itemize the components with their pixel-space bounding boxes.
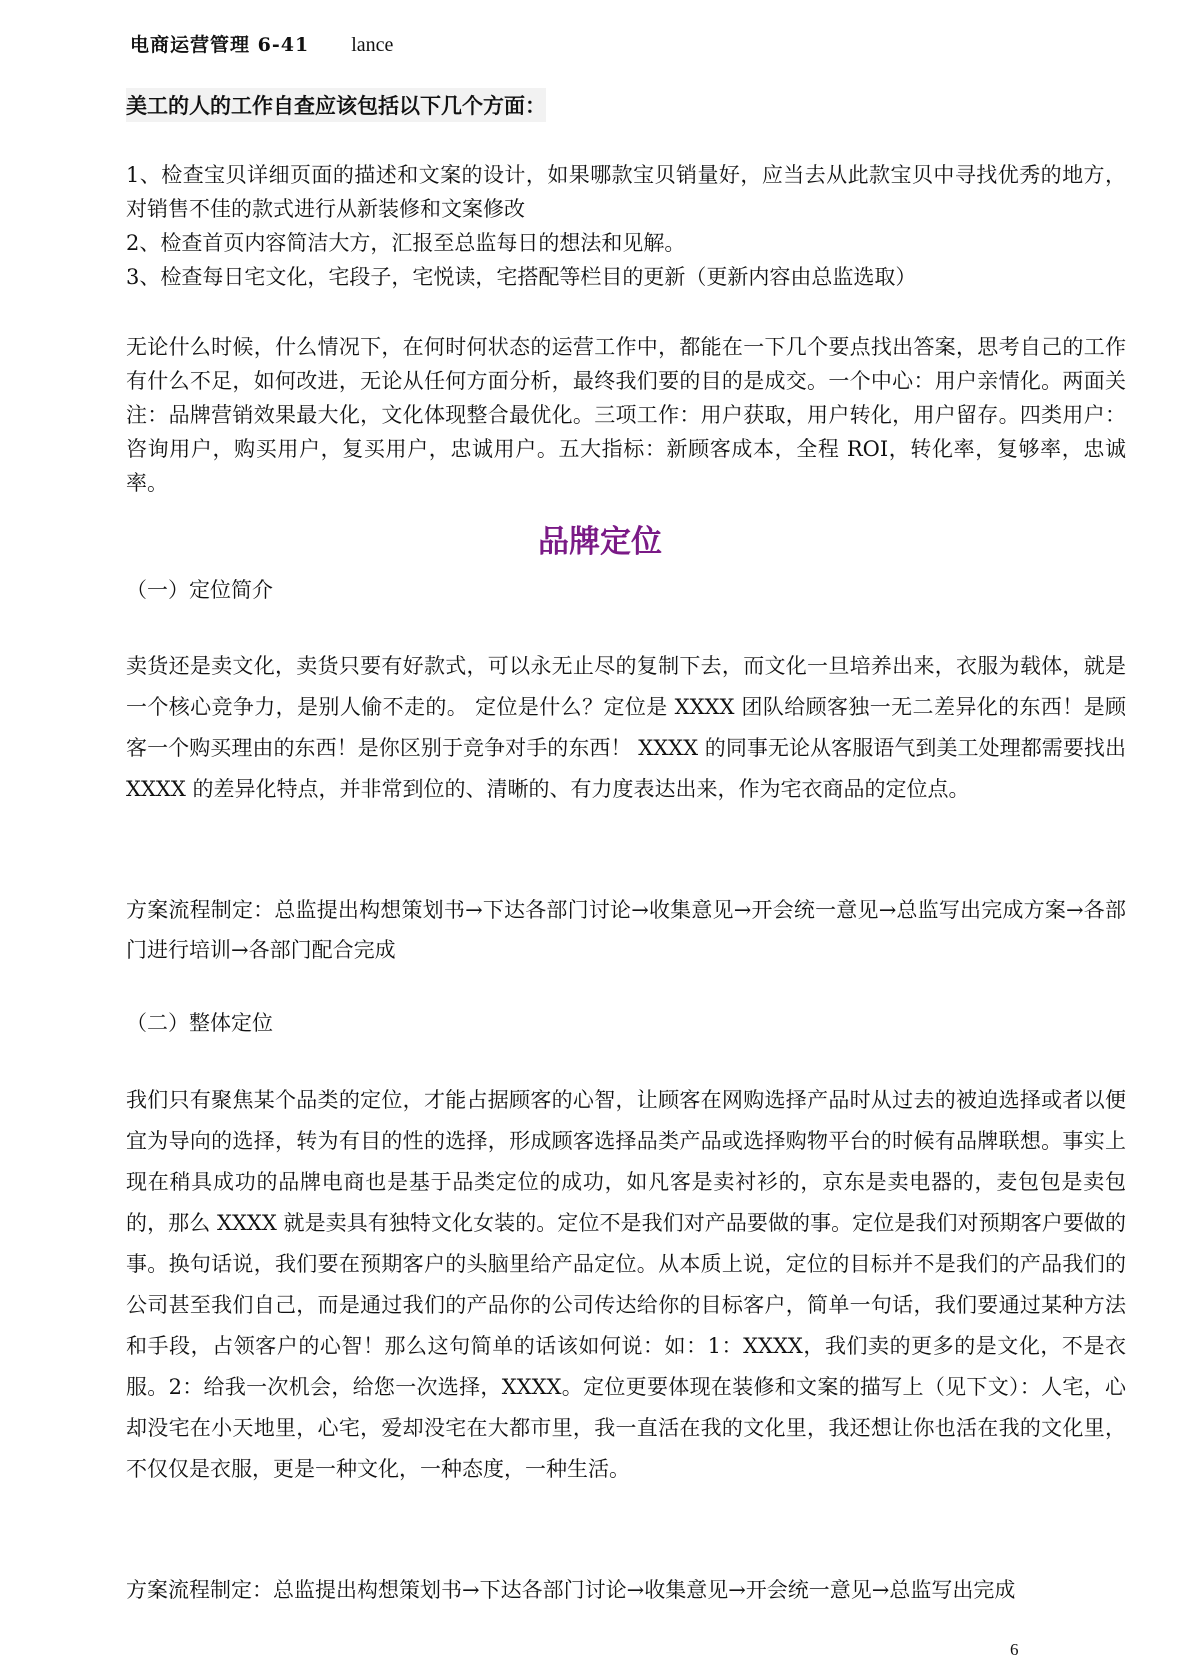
section-heading: 品牌定位 [538, 524, 662, 560]
page-header [130, 30, 393, 57]
checklist-item-1: 1、检查宝贝详细页面的描述和文案的设计，如果哪款宝贝销量好，应当去从此款宝贝中寻找优秀的地方，对销售不佳的款式进行从新装修和文案修改 [126, 163, 1126, 221]
overall-paragraph: 我们只有聚焦某个品类的定位，才能占据顾客的心智，让顾客在网购选择产品时从过去的被迫选择或者以便宜为导向的选择，转为有目的性的选择，形成顾客选择品类产品或选择购物平台的时候有品牌联想。事实上现在稍具成功的品牌电商也是基于品类定位的成功，如凡客是卖衬衫的，京东是卖电器的，麦包包是卖包的，那么 XXXX 就是卖具有独特文化女装的。定位不是我们对产品要做的事。定位是我们对预期客户要做的事。换句话说，我们要在预期客户的头脑里给产品定位。从本质上说，定位的目标并不是我们的产品我们的公司甚至我们自己，而是通过我们的产品你的公司传达给你的目标客户，简单一句话，我们要通过某种方法和手段，占领客户的心智！那么这句简单的话该如何说：如：1：XXXX，我们卖的更多的是文化，不是衣服。2：给我一次机会，给您一次选择，XXXX。定位更要体现在装修和文案的描写上（见下文）：人宅，心却没宅在小天地里，心宅，爱却没宅在大都市里，我一直活在我的文化里，我还想让你也活在我的文化里，不仅仅是衣服，更是一种文化，一种态度，一种生活。 [126, 1088, 1126, 1481]
page-number: 6 [1010, 1640, 1019, 1659]
principles-paragraph: 无论什么时候，什么情况下，在何时何状态的运营工作中，都能在一下几个要点找出答案，思考自己的工作有什么不足，如何改进，无论从任何方面分析，最终我们要的目的是成交。一个中心：用户亲情化。两面关注：品牌营销效果最大化，文化体现整合最优化。三项工作：用户获取，用户转化，用户留存。四类用户：咨询用户，购买用户，复买用户，忠诚用户。五大指标：新顾客成本，全程 ROI，转化率，复够率，忠诚率。 [126, 335, 1126, 495]
process-flow-1: 方案流程制定：总监提出构想策划书→下达各部门讨论→收集意见→开会统一意见→总监写出完成方案→各部门进行培训→各部门配合完成 [126, 898, 1126, 962]
process-flow-2: 方案流程制定：总监提出构想策划书→下达各部门讨论→收集意见→开会统一意见→总监写出完成 [126, 1578, 1016, 1602]
checklist-item-3: 3、检查每日宅文化，宅段子，宅悦读，宅搭配等栏目的更新（更新内容由总监选取） [126, 265, 917, 289]
header-title: 电商运营管理 6-41 [130, 34, 310, 56]
subsection-title-2: （二）整体定位 [126, 1011, 273, 1035]
checklist [126, 158, 1126, 294]
header-author: lance [351, 34, 394, 56]
checklist-item-2: 2、检查首页内容简洁大方，汇报至总监每日的想法和见解。 [126, 231, 686, 255]
intro-heading: 美工的人的工作自查应该包括以下几个方面： [126, 88, 546, 122]
subsection-title-1: （一）定位简介 [126, 578, 273, 602]
positioning-paragraph: 卖货还是卖文化，卖货只要有好款式，可以永无止尽的复制下去，而文化一旦培养出来，衣服为载体，就是一个核心竞争力，是别人偷不走的。 定位是什么？定位是 XXXX 团队给顾客独一无二差异化的东西！是顾客一个购买理由的东西！是你区别于竞争对手的东西！ XXXX 的同事无论从客服语气到美工处理都需要找出 XXXX 的差异化特点，并非常到位的、清晰的、有力度表达出来，作为宅衣商品的定位点。 [126, 654, 1126, 801]
